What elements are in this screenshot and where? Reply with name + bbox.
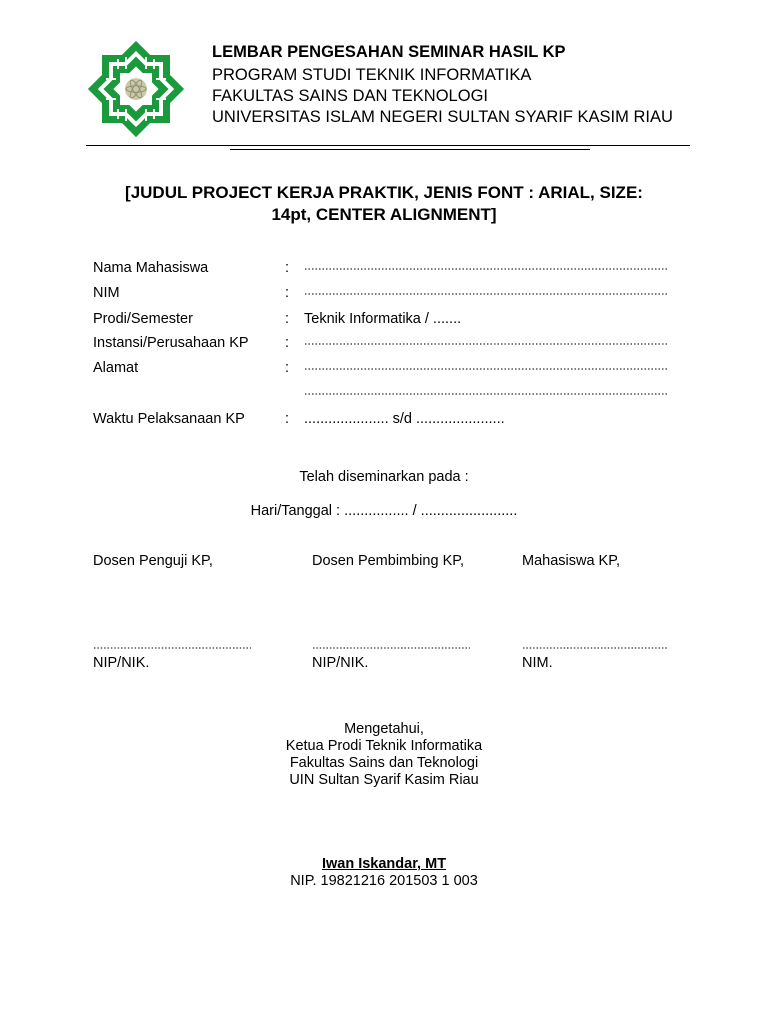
- dotted-blank: [304, 342, 668, 346]
- document-title: [84, 182, 684, 225]
- form-field-nim[interactable]: [304, 284, 668, 296]
- approval-position: Ketua Prodi Teknik Informatika: [285, 738, 483, 754]
- form-colon: :: [285, 335, 290, 351]
- form-colon: :: [285, 285, 290, 301]
- approver-nip: NIP. 19821216 201503 1 003: [290, 873, 478, 889]
- header-university: UNIVERSITAS ISLAM NEGERI SULTAN SYARIF KASIM RIAU: [212, 108, 673, 126]
- signature-role-penguji: Dosen Penguji KP,: [93, 553, 213, 569]
- approver-name-row: [84, 856, 684, 873]
- form-label-waktu: Waktu Pelaksanaan KP: [93, 411, 245, 427]
- form-label-nama: Nama Mahasiswa: [93, 260, 209, 276]
- document-title-line1: [JUDUL PROJECT KERJA PRAKTIK, JENIS FONT : ARIAL, SIZE:: [125, 183, 643, 202]
- form-colon: :: [285, 360, 290, 376]
- header-program: PROGRAM STUDI TEKNIK INFORMATIKA: [212, 66, 532, 84]
- form-label-alamat: Alamat: [93, 360, 139, 376]
- document-title-line2: 14pt, CENTER ALIGNMENT]: [271, 204, 497, 224]
- seminar-date[interactable]: Hari/Tanggal : ................ / ........................: [250, 503, 518, 519]
- approval-label: Mengetahui,: [344, 721, 424, 737]
- approval-faculty: Fakultas Sains dan Teknologi: [289, 755, 479, 771]
- seminar-label: Telah diseminarkan pada :: [299, 469, 469, 485]
- header-faculty: FAKULTAS SAINS DAN TEKNOLOGI: [212, 87, 488, 105]
- university-logo-icon: [86, 36, 186, 142]
- dotted-blank: [304, 267, 668, 271]
- form-field-instansi[interactable]: [304, 334, 668, 346]
- signature-line-penguji[interactable]: [93, 646, 251, 650]
- signature-role-mahasiswa: Mahasiswa KP,: [522, 553, 621, 569]
- header-title: LEMBAR PENGESAHAN SEMINAR HASIL KP: [212, 43, 566, 61]
- form-colon: :: [285, 411, 290, 427]
- header-divider: [86, 145, 690, 146]
- approval-university: UIN Sultan Syarif Kasim Riau: [289, 772, 479, 788]
- header-divider-thin: [230, 149, 590, 150]
- signature-id-pembimbing: NIP/NIK.: [312, 655, 369, 671]
- form-colon: :: [285, 311, 290, 327]
- approver-name: Iwan Iskandar, MT: [321, 856, 447, 872]
- form-field-waktu[interactable]: ..................... s/d ......................: [304, 411, 505, 427]
- form-label-nim: NIM: [93, 285, 120, 301]
- form-colon: :: [285, 260, 290, 276]
- form-label-prodi: Prodi/Semester: [93, 311, 193, 327]
- dotted-blank: [304, 392, 668, 396]
- form-field-alamat-2[interactable]: [304, 384, 668, 396]
- signature-line-mahasiswa[interactable]: [522, 646, 668, 650]
- form-field-nama[interactable]: [304, 259, 668, 271]
- signature-id-penguji: NIP/NIK.: [93, 655, 150, 671]
- form-label-instansi: Instansi/Perusahaan KP: [93, 335, 249, 351]
- dotted-blank: [304, 367, 668, 371]
- form-field-prodi[interactable]: Teknik Informatika / .......: [304, 311, 462, 327]
- form-field-alamat[interactable]: [304, 359, 668, 371]
- dotted-blank: [304, 292, 668, 296]
- signature-id-mahasiswa: NIM.: [522, 655, 553, 671]
- signature-line-pembimbing[interactable]: [312, 646, 470, 650]
- signature-role-pembimbing: Dosen Pembimbing KP,: [312, 553, 465, 569]
